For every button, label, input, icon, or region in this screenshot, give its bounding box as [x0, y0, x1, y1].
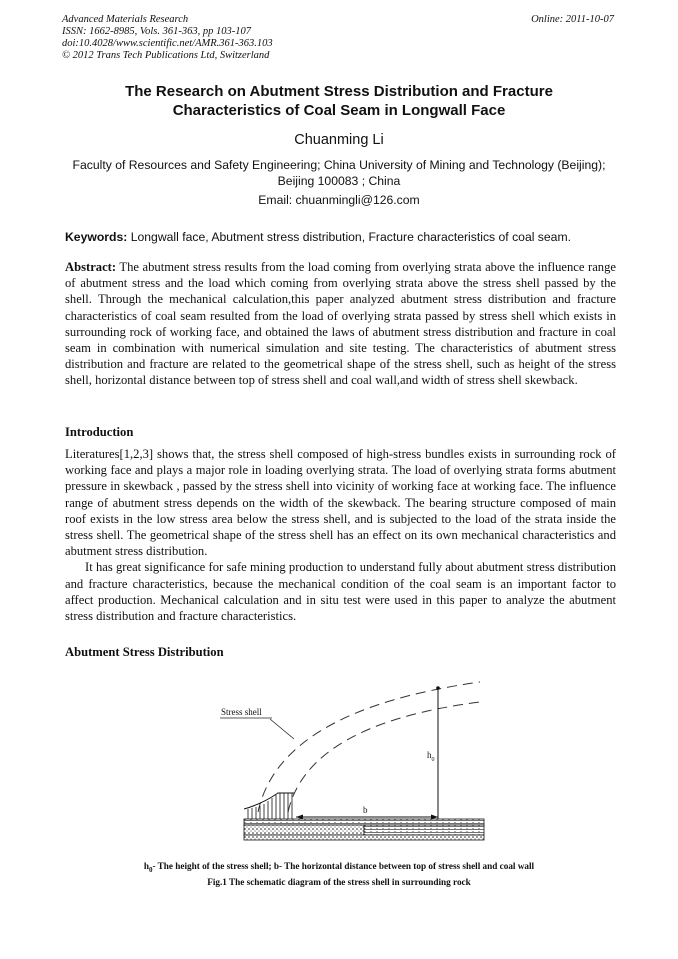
shell-leader-line	[270, 719, 294, 739]
affiliation	[62, 157, 616, 189]
title-line-2: Characteristics of Coal Seam in Longwall Face	[172, 102, 506, 119]
shell-top-point	[436, 686, 440, 690]
gob-layer	[364, 825, 484, 835]
issn-line: ISSN: 1662-8985, Vols. 361-363, pp 103-107	[62, 26, 251, 37]
online-date: Online: 2011-10-07	[531, 14, 614, 25]
keywords	[65, 230, 616, 244]
caption-line-1: $h_0-$ The height of the stress shell; b- The horizontal distance between top of stress shell and coal wall	[143, 861, 535, 874]
intro-paragraph-1: Literatures[1,2,3] shows that, the stress shell composed of high-stress bundles exists in surrounding rock of working face and plays a major role in loading overlying strata. The load of overlying strata forms abutment pressure in skewback , passed by the stress shell into vicinity of working face at working face. The influence range of abutment stress depends on the width of the skewback. The bearing structure composed of main roof exists in the low stress area below the stress shell, and is subjected to the load of the strata inside the stress shell. The geometrical shape of the stress shell has an effect on its own mechanical characteristics and abutment stress distribution.	[65, 447, 616, 559]
figure-caption	[60, 860, 618, 888]
section-heading-abutment: Abutment Stress Distribution	[65, 645, 224, 659]
title-line-1: The Research on Abutment Stress Distribution and Fracture	[125, 83, 553, 100]
affiliation-line-2: Beijing 100083 ; China	[277, 174, 401, 188]
copyright-line: © 2012 Trans Tech Publications Ltd, Switzerland	[62, 50, 270, 61]
stress-shell-label: Stress shell	[221, 707, 262, 717]
b-label: b	[363, 805, 368, 815]
intro-paragraph-2: It has great significance for safe mining production to understand fully about abutment stress distribution and fracture characteristics, because the mechanical condition of the coal seam is an important factor to affect production. Mechanical calculation and in situ test were used in this paper to analyze the abutment stress distribution and fracture characteristics.	[65, 560, 616, 624]
floor-layer	[244, 835, 484, 840]
coal-seam-layer	[244, 825, 364, 835]
running-header	[62, 14, 614, 62]
abstract-label: Abstract:	[65, 260, 117, 274]
roof-layer	[244, 819, 484, 825]
intro-body	[65, 446, 616, 624]
intro-heading: Introduction	[65, 425, 134, 439]
doi-line: doi:10.4028/www.scientific.net/AMR.361-363.103	[62, 38, 273, 49]
stress-shell-diagram	[200, 672, 500, 857]
affiliation-line-1: Faculty of Resources and Safety Engineering; China University of Mining and Technology (Beijing);	[72, 158, 606, 172]
author-email: Email: chuanmingli@126.com	[258, 193, 420, 207]
stress-shell-inner	[288, 702, 480, 812]
abstract-text: The abutment stress results from the load coming from overlying strata above the influence range of abutment stress and the load which coming from overlying strata above the stress shell passed by the shell. Through the mechanical calculation,this paper analyzed abutment stress distribution and fracture characteristics of coal seam resulted from the load of overlying strata passed by stress shell which exists in surrounding rock of working face, and obtained the laws of abutment stress distribution and fracture in coal seam in combination with numerical simulation and site testing. The characteristics of abutment stress distribution and fracture are related to the geometrical shape of the stress shell, such as height of the stress shell, horizontal distance between top of stress shell and coal wall,and width of stress shell skewback.	[65, 260, 616, 388]
abutment-stress-bars	[244, 793, 294, 820]
strata-layers	[244, 819, 484, 840]
journal-name: Advanced Materials Research	[62, 14, 189, 25]
keywords-label: Keywords:	[65, 230, 128, 244]
abstract	[65, 259, 616, 389]
h0-label: $h_0$	[427, 750, 435, 763]
figure-1	[200, 672, 500, 857]
paper-title	[60, 82, 618, 120]
abutment-stress-envelope	[244, 793, 294, 809]
keywords-text: Longwall face, Abutment stress distribution, Fracture characteristics of coal seam.	[130, 230, 571, 244]
caption-line-2: Fig.1 The schematic diagram of the stress shell in surrounding rock	[207, 876, 471, 887]
author-name: Chuanming Li	[294, 132, 384, 148]
